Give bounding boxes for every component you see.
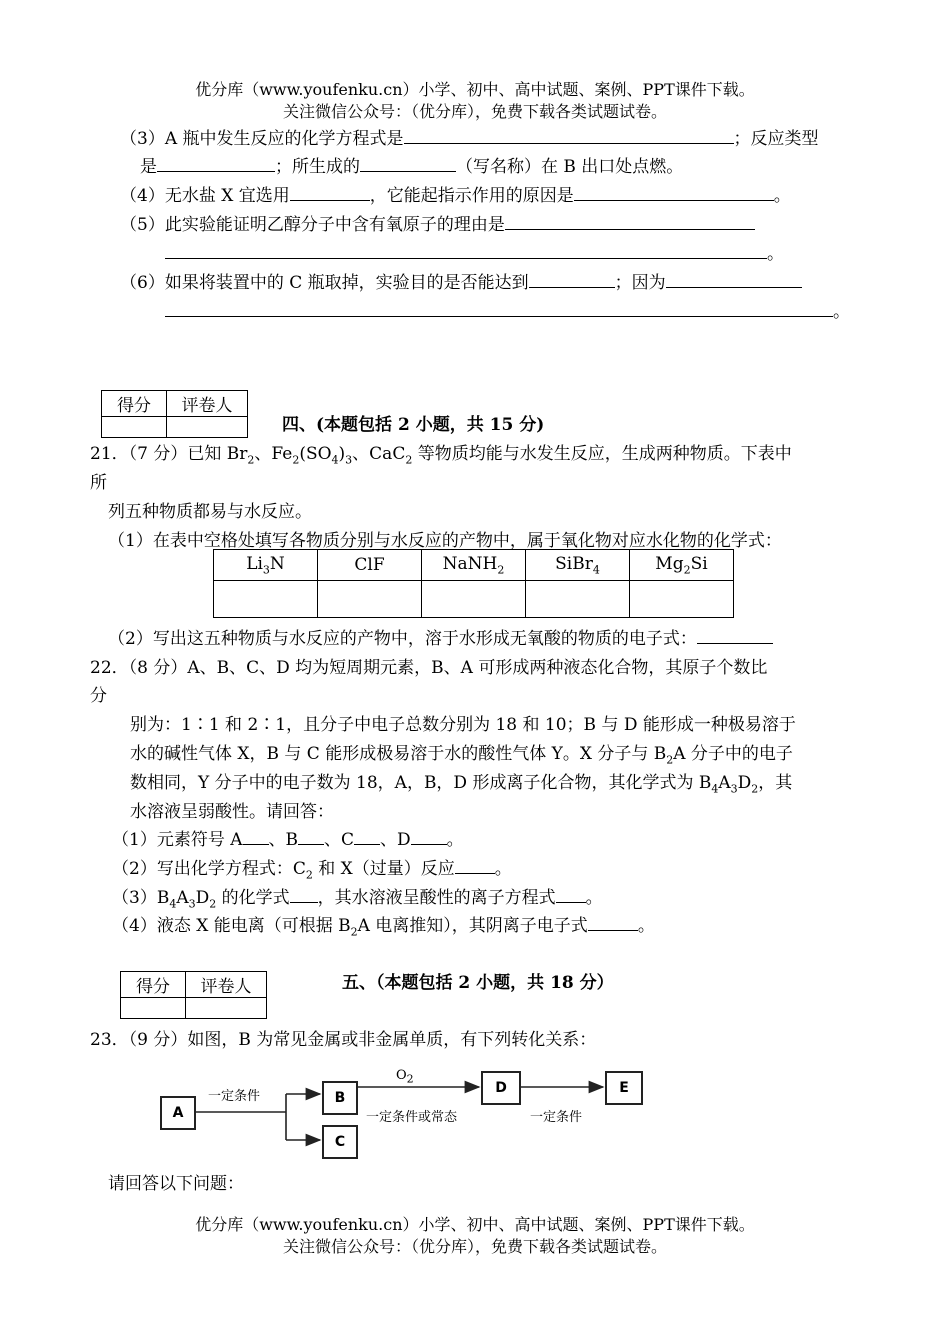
node-c: C bbox=[322, 1125, 358, 1159]
grader-label: 评卷人 bbox=[167, 391, 248, 417]
score-box-section4 bbox=[101, 390, 248, 438]
grader-cell[interactable] bbox=[167, 417, 248, 438]
label-cond-bd: 一定条件或常态 bbox=[366, 1110, 458, 1125]
score-box-section5 bbox=[120, 971, 267, 1019]
label-cond-de: 一定条件 bbox=[530, 1110, 583, 1125]
node-a: A bbox=[160, 1096, 196, 1130]
q22-part2: （2）写出化学方程式：$C_2$ 和 X（过量）反应 。 bbox=[112, 859, 512, 882]
q21-part2: （2）写出这五种物质与水反应的产物中，溶于水形成无氧酸的物质的电子式： bbox=[108, 624, 773, 649]
table-header-clf: ClF bbox=[318, 550, 422, 581]
answer-cell-sibr4[interactable] bbox=[526, 581, 630, 618]
q22-line1: 别为：1∶1 和 2∶1，且分子中电子总数分别为 18 和 10；B 与 D 能形成一种极易溶于 bbox=[130, 715, 796, 735]
q22-part1: （1）元素符号 A 、B 、C 、D 。 bbox=[112, 830, 464, 850]
q22-intro-wrap: 分 bbox=[90, 686, 107, 706]
footer-line-1: 优分库（www.youfenku.cn）小学、初中、高中试题、案例、PPT课件下载。 bbox=[195, 1215, 755, 1234]
q20-part4: （4）无水盐 X 宜选用 ，它能起指示作用的原因是 。 bbox=[120, 186, 791, 206]
q21-intro: 21．（7 分）已知 $Br_2$、$Fe_2(SO_4)_3$、CaC$_2$ 等物质均能与水发生反应，生成两种物质。下表中 bbox=[90, 444, 792, 467]
answer-cell-nanh2[interactable] bbox=[422, 581, 526, 618]
q22-line3: 数相同，Y 分子中的电子数为 18，A，B，D 形成离子化合物，其化学式为 $B_4A_3D_2$，其 bbox=[130, 773, 793, 796]
q22-line4: 水溶液呈弱酸性。请回答： bbox=[130, 802, 334, 822]
q22-part4: （4）液态 X 能电离（可根据 $B_2A$ 电离推知），其阴离子电子式 。 bbox=[112, 916, 655, 939]
score-label: 得分 bbox=[102, 391, 167, 417]
table-header-nanh2: NaNH$_2$ bbox=[422, 550, 526, 581]
score-label: 得分 bbox=[121, 972, 186, 998]
label-cond-ab: 一定条件 bbox=[208, 1089, 261, 1104]
q20-part3-line1: （3）A 瓶中发生反应的化学方程式是 ；反应类型 bbox=[120, 129, 819, 149]
q23-ask: 请回答以下问题： bbox=[108, 1174, 244, 1194]
footer-line-2: 关注微信公众号：（优分库），免费下载各类试题试卷。 bbox=[282, 1237, 667, 1256]
node-e: E bbox=[605, 1071, 643, 1105]
section5-title: 五、（本题包括 2 小题，共 18 分） bbox=[342, 973, 614, 993]
label-o2: $O_2$ bbox=[396, 1068, 414, 1086]
score-cell[interactable] bbox=[102, 417, 167, 438]
q21-part1: （1）在表中空格处填写各物质分别与水反应的产物中，属于氧化物对应水化物的化学式： bbox=[108, 531, 782, 551]
header-line-2: 关注微信公众号：（优分库），免费下载各类试题试卷。 bbox=[282, 102, 667, 121]
answer-cell-mg2si[interactable] bbox=[630, 581, 734, 618]
q20-part6-line1: （6）如果将装置中的 C 瓶取掉，实验目的是否能达到 ；因为 bbox=[120, 268, 802, 293]
q21-intro-line2: 列五种物质都易与水反应。 bbox=[108, 502, 312, 522]
q20-part5-line1: （5）此实验能证明乙醇分子中含有氧原子的理由是 bbox=[120, 210, 755, 235]
q20-part3-line2: 是 ；所生成的 （写名称）在 B 出口处点燃。 bbox=[140, 157, 684, 177]
q22-intro: 22．（8 分）A、B、C、D 均为短周期元素，B、A 可形成两种液态化合物，其原子个数比 bbox=[90, 658, 768, 678]
grader-cell[interactable] bbox=[186, 998, 267, 1019]
header-line-1: 优分库（www.youfenku.cn）小学、初中、高中试题、案例、PPT课件下载。 bbox=[195, 80, 755, 99]
q21-products-table bbox=[213, 549, 734, 618]
grader-label: 评卷人 bbox=[186, 972, 267, 998]
q21-intro-wrap: 所 bbox=[90, 473, 107, 493]
node-d: D bbox=[481, 1071, 521, 1105]
table-header-li3n: $Li_3N$ bbox=[214, 550, 318, 581]
answer-cell-clf[interactable] bbox=[318, 581, 422, 618]
table-header-sibr4: SiBr$_4$ bbox=[526, 550, 630, 581]
q22-part3: $(3)B_4A_3D_2$ 的化学式 ，其水溶液呈酸性的离子方程式 。 bbox=[112, 888, 603, 911]
q22-line2: 水的碱性气体 X，B 与 C 能形成极易溶于水的酸性气体 Y。X 分子与 $B_2A$ 分子中的电子 bbox=[130, 744, 793, 767]
table-header-mg2si: $Mg_2Si$ bbox=[630, 550, 734, 581]
q20-part6-line2: 。 bbox=[165, 297, 850, 322]
q23-intro: 23．（9 分）如图，B 为常见金属或非金属单质，有下列转化关系： bbox=[90, 1030, 597, 1050]
q20-part5-line2: 。 bbox=[165, 239, 784, 264]
section4-title: 四、(本题包括 2 小题，共 15 分) bbox=[282, 415, 545, 435]
score-cell[interactable] bbox=[121, 998, 186, 1019]
node-b: B bbox=[322, 1081, 358, 1115]
answer-cell-li3n[interactable] bbox=[214, 581, 318, 618]
